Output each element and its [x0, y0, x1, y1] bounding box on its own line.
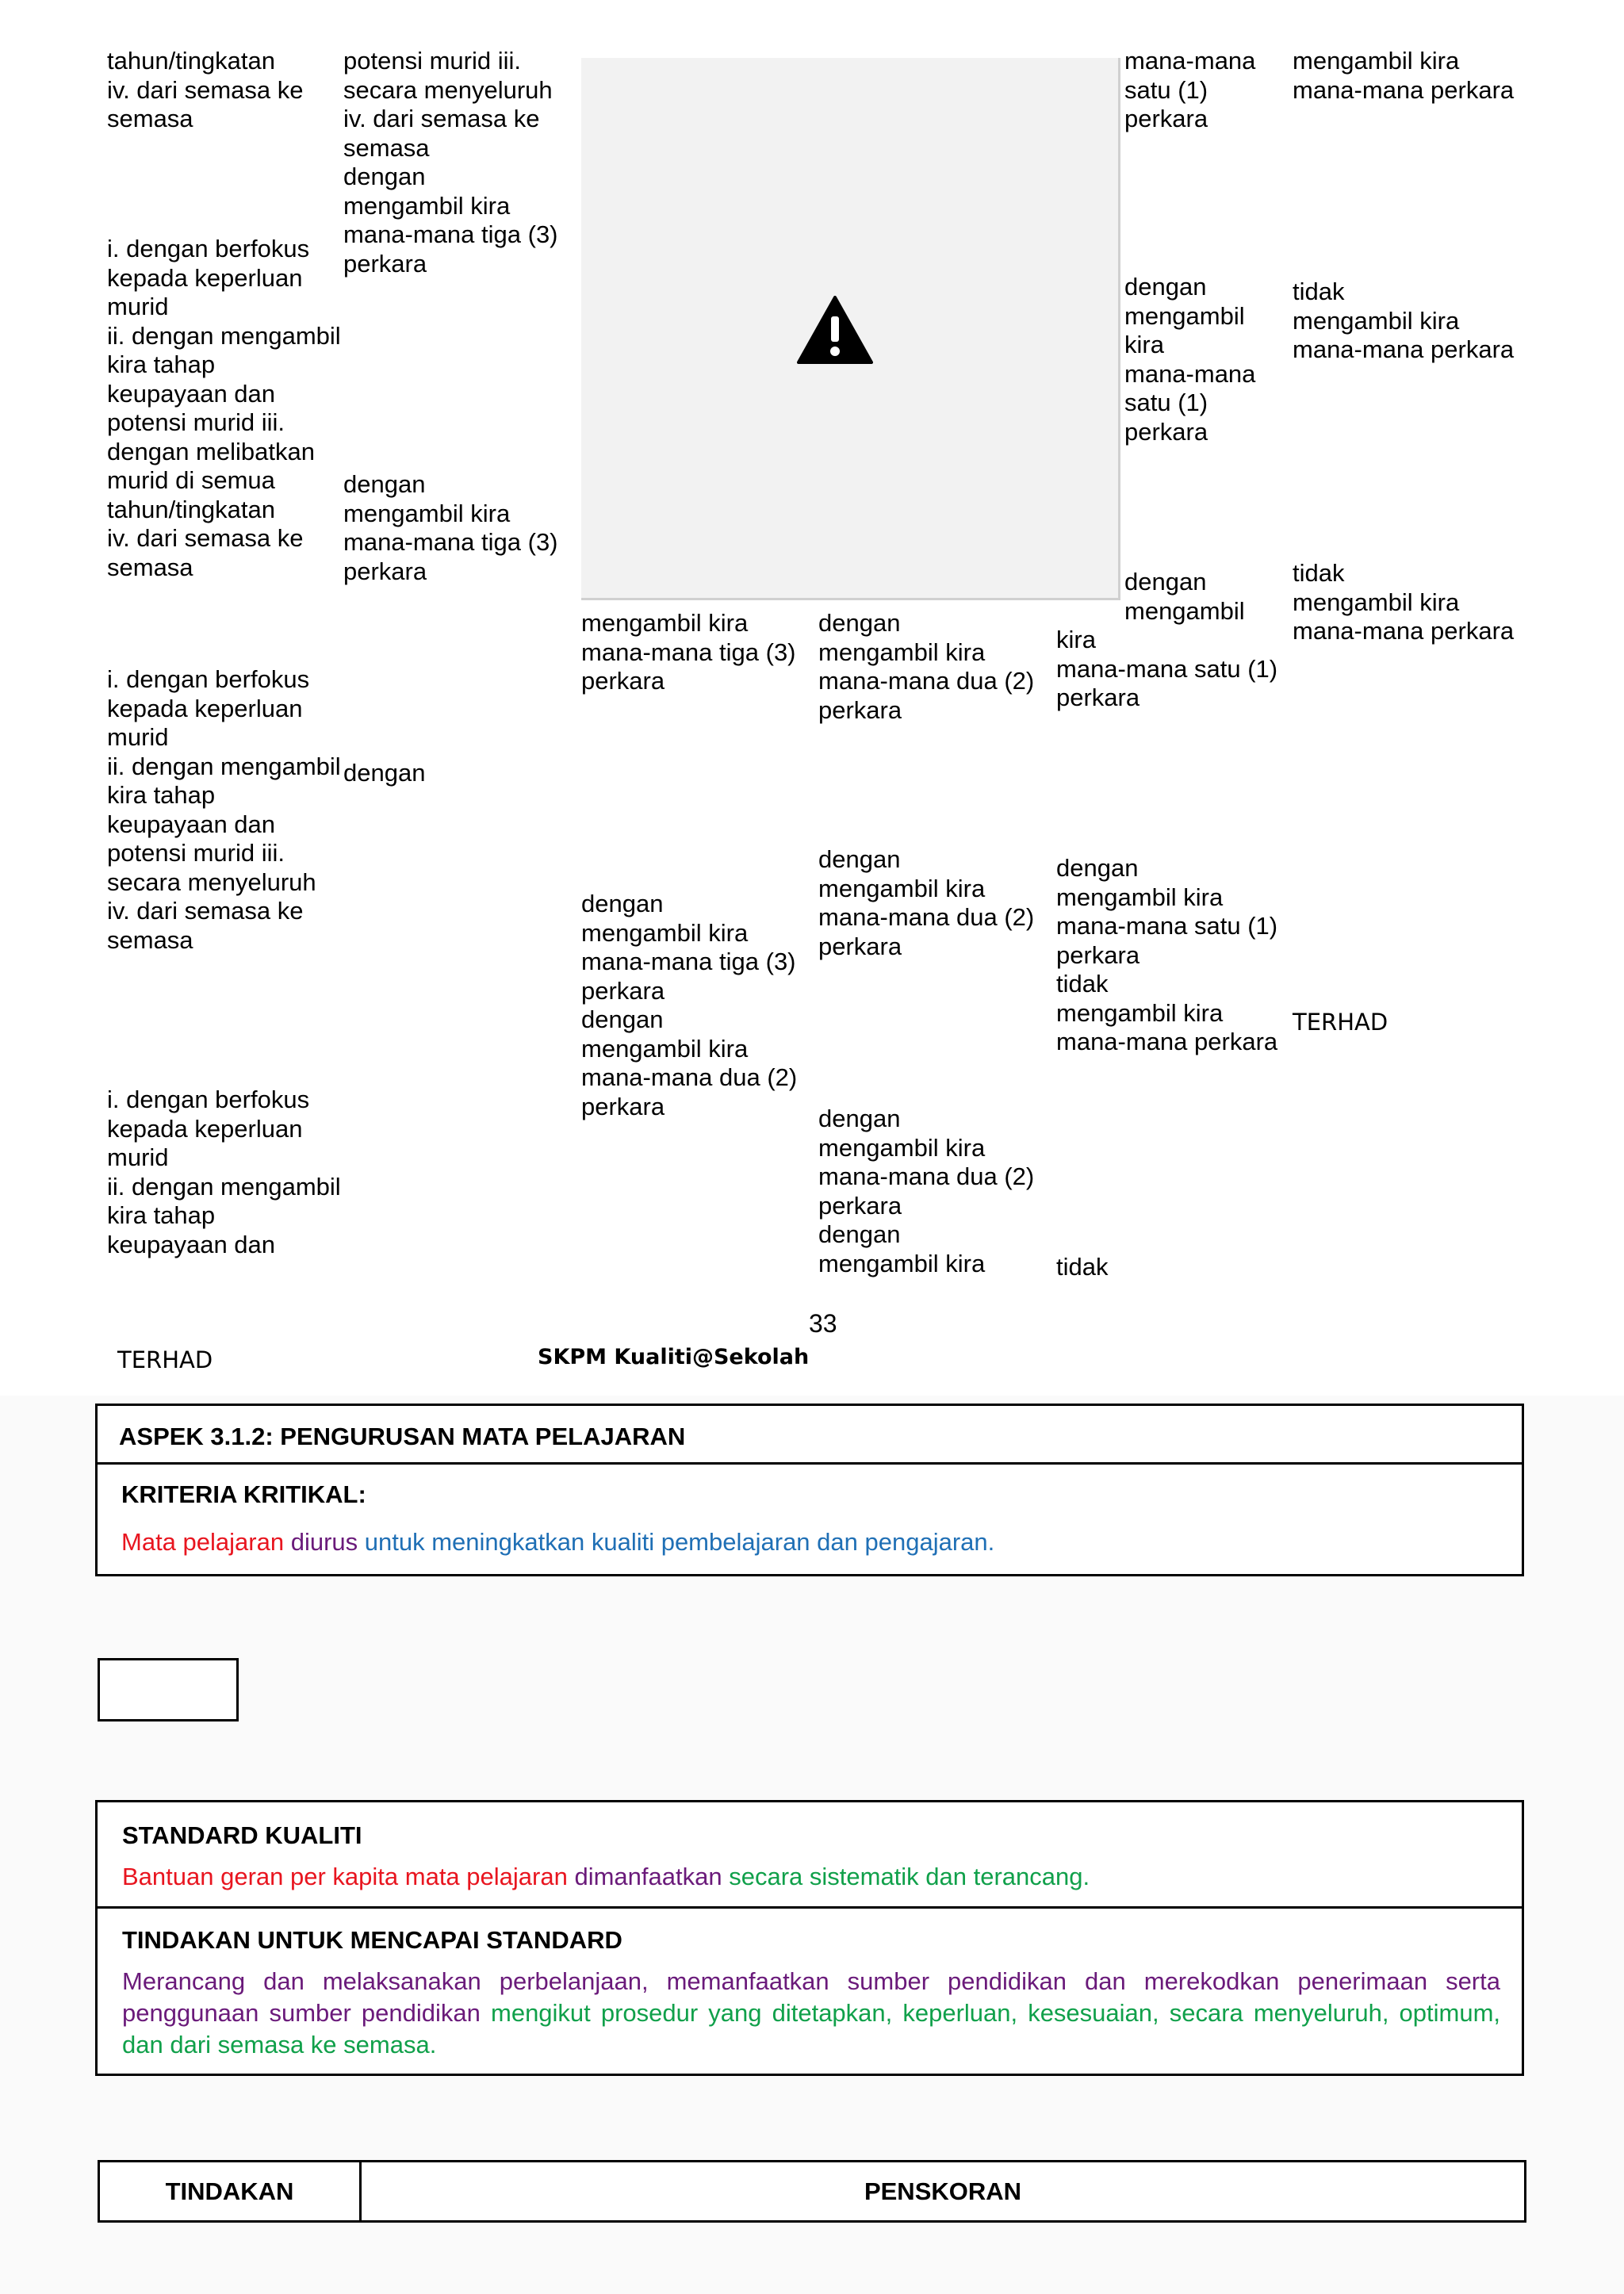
broken-image-placeholder: [581, 58, 1120, 600]
col1-block2: i. dengan berfokus kepada keperluan murid ii. dengan mengambil kira tahap keupayaan dan potensi murid iii. dengan melibatkan murid di semua tahun/tingkatan iv. dari semasa ke semasa: [107, 235, 341, 581]
aspek-box: [95, 1404, 1524, 1576]
col6-block2: tidak mengambil kira mana-mana perkara: [1293, 278, 1515, 363]
col5-block1: mana-mana satu (1) perkara: [1124, 47, 1256, 132]
col6-block1: mengambil kira mana-mana perkara: [1293, 47, 1515, 104]
warning-icon: [797, 296, 873, 364]
col4-block1: dengan mengambil kira mana-mana dua (2) perkara: [818, 609, 1035, 724]
kriteria-purpose: untuk meningkatkan kualiti pembelajaran dan pengajaran.: [364, 1528, 995, 1556]
kriteria-subject: Mata pelajaran: [121, 1528, 285, 1556]
kriteria-row: [98, 1465, 1522, 1557]
col1-block4: i. dengan berfokus kepada keperluan murid ii. dengan mengambil kira tahap keupayaan dan: [107, 1086, 341, 1258]
header-tindakan-label: TINDAKAN: [165, 2177, 294, 2205]
col2-block3: dengan: [343, 759, 426, 787]
tindakan-mencapai-row: [98, 1909, 1522, 2061]
tindakan-mencapai-text: [122, 1966, 1500, 2061]
empty-score-box: [98, 1658, 239, 1721]
tindakan-mencapai-label: TINDAKAN UNTUK MENCAPAI STANDARD: [122, 1926, 622, 1954]
header-cell-tindakan: [100, 2162, 362, 2220]
kriteria-label: KRITERIA KRITIKAL:: [121, 1480, 366, 1508]
standard-text: [122, 1863, 1500, 1891]
kriteria-verb: diurus: [290, 1528, 358, 1556]
standard-manner: secara sistematik dan terancang.: [729, 1863, 1090, 1890]
footer-classification: TERHAD: [117, 1346, 213, 1373]
col1-block1: tahun/tingkatan iv. dari semasa ke semasa: [107, 47, 304, 132]
col3-block2: dengan mengambil kira mana-mana tiga (3) perkara dengan mengambil kira mana-mana dua (2) perkara: [581, 890, 798, 1120]
col5-block2: dengan mengambil kira mana-mana satu (1) perkara: [1124, 273, 1256, 446]
page-number: 33: [809, 1309, 837, 1338]
col4-block3: dengan mengambil kira mana-mana dua (2) perkara dengan mengambil kira: [818, 1105, 1035, 1277]
tindakan-actions: Merancang dan melaksanakan perbelanjaan, memanfaatkan sumber pendidikan dan merekodkan penerimaan serta penggunaan sumber pendidikan: [122, 1967, 1500, 2027]
col6-block3: tidak mengambil kira mana-mana perkara: [1293, 559, 1515, 645]
col4-block2: dengan mengambil kira mana-mana dua (2) perkara: [818, 845, 1035, 960]
col2-block1: potensi murid iii. secara menyeluruh iv. dari semasa ke semasa dengan mengambil kira mana-mana tiga (3) perkara: [343, 47, 558, 278]
header-penskoran-label: PENSKORAN: [864, 2177, 1022, 2205]
standard-verb: dimanfaatkan: [574, 1863, 722, 1890]
tindakan-manner: mengikut prosedur yang ditetapkan, keperluan, kesesuaian, secara menyeluruh, optimum, dan dari semasa ke semasa.: [122, 1999, 1500, 2058]
col2-block2: dengan mengambil kira mana-mana tiga (3) perkara: [343, 470, 558, 585]
standard-label: STANDARD KUALITI: [122, 1821, 362, 1849]
aspek-title-row: [98, 1406, 1522, 1465]
aspek-title: ASPEK 3.1.2: PENGURUSAN MATA PELAJARAN: [119, 1423, 686, 1450]
standard-row: [98, 1802, 1522, 1909]
kriteria-text: [121, 1528, 1522, 1557]
col5-block3: dengan mengambil: [1124, 568, 1245, 625]
col5-block5: dengan mengambil kira mana-mana satu (1) perkara tidak mengambil kira mana-mana perkara: [1056, 854, 1278, 1055]
col5-block4: kira mana-mana satu (1) perkara: [1056, 626, 1278, 711]
col1-block3: i. dengan berfokus kepada keperluan murid ii. dengan mengambil kira tahap keupayaan dan potensi murid iii. secara menyeluruh iv. dari semasa ke semasa: [107, 665, 341, 954]
standard-box: [95, 1800, 1524, 2076]
header-cell-penskoran: [362, 2162, 1524, 2220]
col6-block4: TERHAD: [1293, 1009, 1388, 1036]
footer-title: SKPM Kualiti@Sekolah: [538, 1345, 810, 1369]
col5-block6: tidak: [1056, 1253, 1109, 1281]
scoring-table-header: [98, 2160, 1526, 2223]
col3-block1: mengambil kira mana-mana tiga (3) perkara: [581, 609, 796, 695]
standard-subject: Bantuan geran per kapita mata pelajaran: [122, 1863, 568, 1890]
